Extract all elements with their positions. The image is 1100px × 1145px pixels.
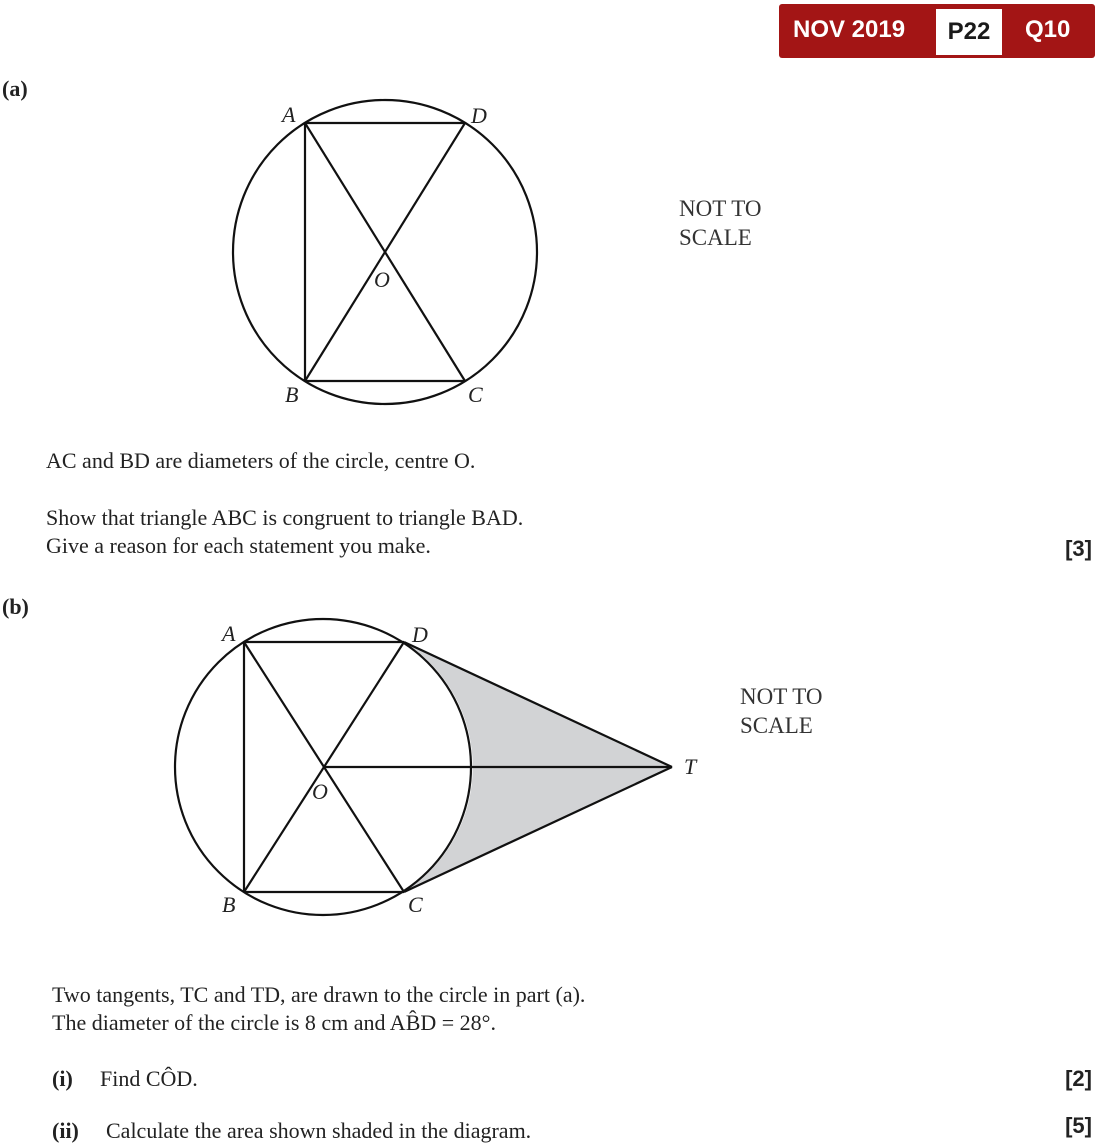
part-a-label: (a) xyxy=(2,76,28,101)
point-a-label: A xyxy=(222,621,236,646)
point-t-label: T xyxy=(684,754,697,779)
question-header-badge xyxy=(779,4,1095,58)
part-b-label: (b) xyxy=(2,594,29,619)
not-to-scale-line2: SCALE xyxy=(679,225,752,250)
question-number: Q10 xyxy=(1025,16,1071,43)
part-a-marks: [3] xyxy=(1065,536,1092,561)
part-b-intro-line1: Two tangents, TC and TD, are drawn to the circle in part (a). xyxy=(52,982,586,1007)
sub-ii-text: Calculate the area shown shaded in the diagram. xyxy=(106,1118,532,1143)
paper-number: P22 xyxy=(936,9,1002,55)
part-b-not-to-scale xyxy=(740,682,822,740)
sub-question-ii xyxy=(52,1117,531,1145)
point-b-label: B xyxy=(285,382,299,407)
point-d-label: D xyxy=(471,103,487,128)
exam-session: NOV 2019 xyxy=(793,16,906,43)
sub-i-text: Find CÔD. xyxy=(100,1066,198,1091)
part-a-task-line1: Show that triangle ABC is congruent to triangle BAD. xyxy=(46,505,524,530)
sub-ii-label: (ii) xyxy=(52,1118,79,1143)
sub-question-i xyxy=(52,1065,198,1093)
sub-ii-marks: [5] xyxy=(1065,1113,1092,1138)
point-a-label: A xyxy=(282,102,296,127)
sub-i-marks: [2] xyxy=(1065,1066,1092,1091)
not-to-scale-line1: NOT TO xyxy=(740,684,823,709)
part-b-diagram xyxy=(160,612,720,932)
point-b-label: B xyxy=(222,892,236,917)
part-a-task-line2: Give a reason for each statement you make. xyxy=(46,533,431,558)
point-o-label: O xyxy=(374,267,390,292)
part-a-statement: AC and BD are diameters of the circle, centre O. xyxy=(46,448,476,473)
not-to-scale-line2: SCALE xyxy=(740,713,813,738)
point-c-label: C xyxy=(408,892,423,917)
point-o-label: O xyxy=(312,779,328,804)
part-b-intro-line2: The diameter of the circle is 8 cm and AB̂D = 28°. xyxy=(52,1010,496,1035)
not-to-scale-line1: NOT TO xyxy=(679,196,762,221)
point-c-label: C xyxy=(468,382,483,407)
point-d-label: D xyxy=(412,622,428,647)
sub-i-label: (i) xyxy=(52,1066,73,1091)
part-a-not-to-scale xyxy=(679,194,761,252)
